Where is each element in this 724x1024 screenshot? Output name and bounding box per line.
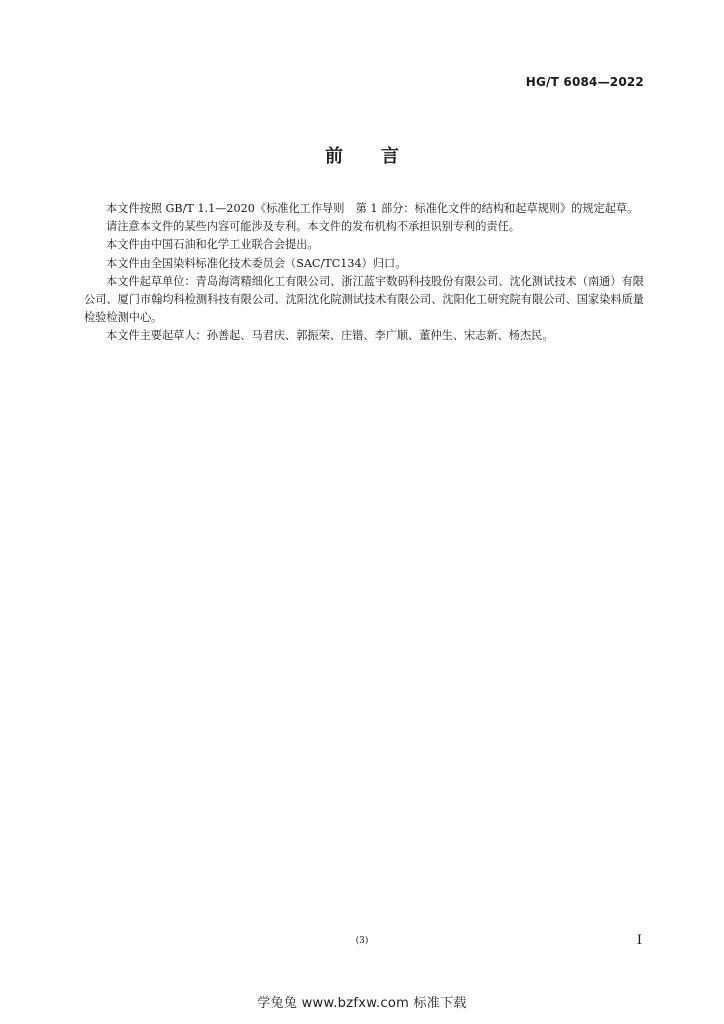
paragraph-drafting-rules: 本文件按照 GB/T 1.1—2020《标准化工作导则 第 1 部分：标准化文件的结构和起草规则》的规定起草。: [106, 202, 639, 215]
page-number: I: [636, 933, 642, 948]
standard-code: HG/T 6084—2022: [525, 75, 644, 89]
paragraph-drafters: 本文件主要起草人：孙善起、马君庆、郭振荣、庄锴、李广顺、董仲生、宋志新、杨杰民。: [106, 329, 554, 343]
watermark-footer: 学兔兔 www.bzfxw.com 标准下载: [257, 996, 467, 1011]
document-body: [84, 200, 644, 346]
paragraph-drafting-units: 本文件起草单位：青岛海湾精细化工有限公司、浙江蓝宇数码科技股份有限公司、沈化测试技术（南通）有限公司、厦门市翰均科检测科技有限公司、沈阳沈化院测试技术有限公司、沈阳化工研究院有限公司、国家染料质量检验检测中心。: [84, 274, 644, 325]
paragraph-patent-notice: 请注意本文件的某些内容可能涉及专利。本文件的发布机构不承担识别专利的责任。: [106, 220, 520, 234]
paragraph-proposer: 本文件由中国石油和化学工业联合会提出。: [106, 238, 319, 252]
page-title: 前言: [325, 146, 437, 167]
paragraph-committee: 本文件由全国染料标准化技术委员会（SAC/TC134）归口。: [106, 256, 407, 270]
page-counter: (3): [355, 936, 369, 946]
